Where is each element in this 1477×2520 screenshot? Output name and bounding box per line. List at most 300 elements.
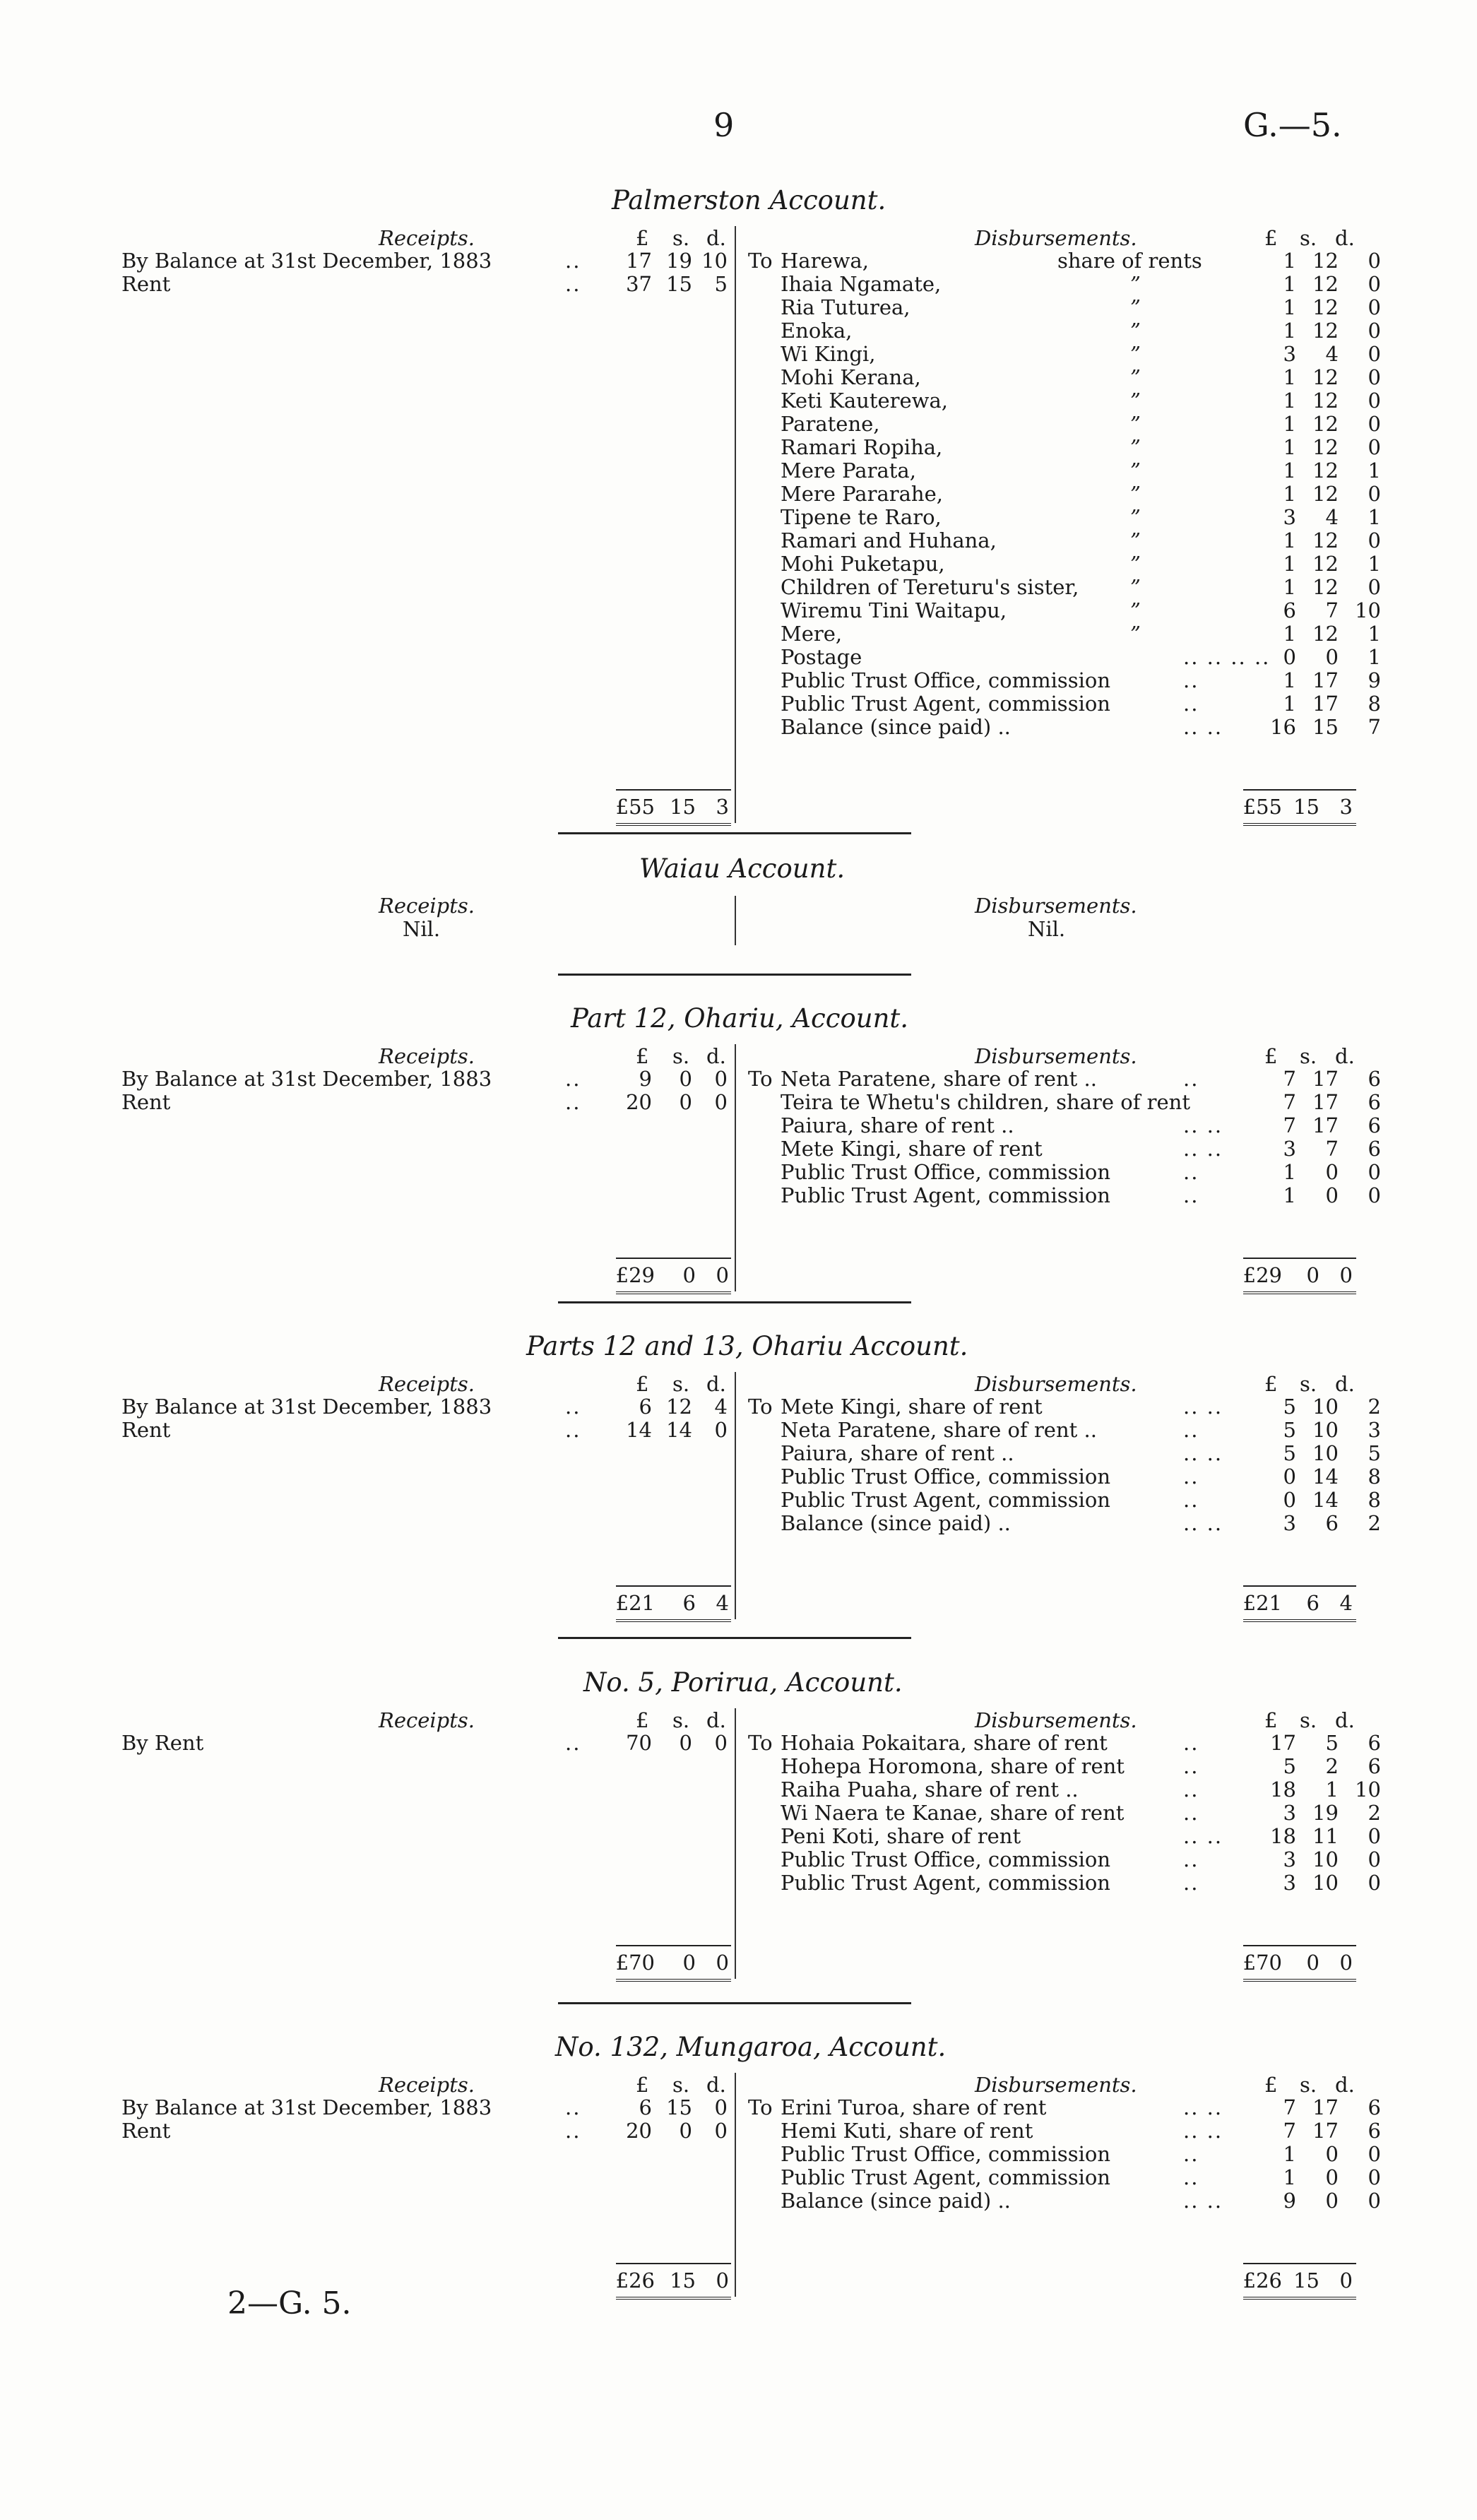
pounds-header: £ <box>636 1044 649 1068</box>
disbursement-row <box>738 552 1381 576</box>
receipts-heading: Receipts. <box>379 1044 475 1068</box>
disbursement-amount <box>1250 692 1384 715</box>
disbursement-amount <box>1250 342 1384 365</box>
disbursement-row <box>738 295 1381 319</box>
amount-pence: 3 <box>1368 1418 1381 1442</box>
amount-pounds: 6 <box>639 2095 652 2119</box>
pounds-header: £ <box>1264 226 1278 250</box>
amount-pounds: 3 <box>1283 1511 1296 1535</box>
amount-pence: 9 <box>1368 668 1381 692</box>
amount-pounds: 5 <box>1283 1418 1296 1442</box>
amount-shillings: 15 <box>1293 795 1319 819</box>
disbursement-label: Tipene te Raro, <box>781 505 942 529</box>
amount-pounds: 1 <box>1283 365 1296 389</box>
leader-dots: .. <box>1183 1488 1199 1512</box>
amount-shillings: 14 <box>666 1418 692 1442</box>
amount-pounds: 1 <box>1283 459 1296 483</box>
amount-pounds: 17 <box>1270 1731 1296 1755</box>
receipts-heading: Receipts. <box>379 226 475 250</box>
shillings-header: s. <box>672 1708 690 1732</box>
pence-header: d. <box>1335 1372 1355 1396</box>
leader-dots: .. <box>565 1418 581 1442</box>
amount-pence: 6 <box>1368 2119 1381 2143</box>
leader-dots: .. <box>1183 1754 1199 1778</box>
disbursement-row <box>738 1137 1381 1161</box>
disbursement-amount <box>1250 1090 1384 1113</box>
disbursement-amount <box>1250 715 1384 738</box>
amount-shillings: 17 <box>1312 2119 1339 2143</box>
amount-pence: 0 <box>714 2095 728 2119</box>
disbursement-amount <box>1250 249 1384 272</box>
leader-dots: .. <box>565 1395 581 1419</box>
account-title: Palmerston Account. <box>612 185 886 215</box>
amount-pence: 3 <box>1339 795 1353 819</box>
amount-shillings: 17 <box>1312 1067 1339 1091</box>
disbursements-total <box>1243 1591 1356 1614</box>
disbursement-amount <box>1250 505 1384 528</box>
total-double-rule <box>1243 1619 1356 1625</box>
amount-pounds: 1 <box>1283 389 1296 413</box>
disbursement-row <box>738 1754 1381 1778</box>
disbursement-row <box>738 272 1381 296</box>
to-prefix: To <box>748 1067 773 1091</box>
amount-pounds: 9 <box>1283 2189 1296 2213</box>
amount-pounds: 1 <box>1283 272 1296 296</box>
shillings-header: s. <box>672 226 690 250</box>
disbursement-amount <box>1250 1395 1384 1418</box>
disbursement-label: Hemi Kuti, share of rent <box>781 2119 1033 2143</box>
amount-shillings: 10 <box>1312 1418 1339 1442</box>
amount-pence: 0 <box>1368 389 1381 413</box>
receipt-label: Rent <box>121 1418 171 1442</box>
leader-dots: .. <box>565 1090 581 1114</box>
disbursement-label: Mete Kingi, share of rent <box>781 1395 1043 1419</box>
disbursement-label: Public Trust Office, commission <box>781 2142 1111 2166</box>
disbursement-amount <box>1250 2095 1384 2119</box>
amount-shillings: 10 <box>1312 1395 1339 1419</box>
amount-pence: 0 <box>1339 1951 1353 1975</box>
leader-dots: .. <box>1183 1160 1199 1184</box>
total-double-rule <box>616 1979 731 1984</box>
amount-pence: 1 <box>1368 552 1381 576</box>
receipt-amount <box>607 2095 731 2119</box>
amount-shillings: 10 <box>1312 1847 1339 1871</box>
amount-shillings: 0 <box>1325 2165 1339 2189</box>
ditto-mark: ” <box>1130 342 1141 366</box>
amount-pence: 0 <box>1368 2142 1381 2166</box>
pence-header: d. <box>706 226 726 250</box>
amount-shillings: 12 <box>1312 249 1339 273</box>
disbursement-label: Mere Parata, <box>781 459 916 483</box>
disbursement-row <box>738 2142 1381 2166</box>
amount-pence: 2 <box>1368 1395 1381 1419</box>
amount-shillings: 0 <box>1325 2189 1339 2213</box>
column-divider <box>735 1708 736 1979</box>
amount-pence: 0 <box>1368 1871 1381 1895</box>
amount-pounds: £21 <box>615 1591 655 1615</box>
receipt-row <box>0 2095 735 2119</box>
amount-shillings: 12 <box>1312 295 1339 319</box>
receipt-amount <box>607 1090 731 1113</box>
disbursements-heading: Disbursements. <box>975 894 1137 918</box>
amount-pence: 0 <box>1368 1160 1381 1184</box>
disbursement-amount <box>1250 1465 1384 1488</box>
amount-pounds: £55 <box>1242 795 1282 819</box>
disbursement-row <box>738 2165 1381 2189</box>
amount-pence: 0 <box>1368 482 1381 506</box>
disbursement-amount <box>1250 645 1384 668</box>
disbursement-label: Postage <box>781 645 862 669</box>
leader-dots: .. <box>1183 1465 1199 1489</box>
amount-pounds: 0 <box>1283 645 1296 669</box>
amount-pence: 0 <box>716 2268 729 2293</box>
disbursements-total <box>1243 1951 1356 1974</box>
amount-pounds: 5 <box>1283 1754 1296 1778</box>
amount-shillings: 5 <box>1325 1731 1339 1755</box>
disbursement-amount <box>1250 1183 1384 1207</box>
disbursements-heading: Disbursements. <box>975 2073 1137 2097</box>
disbursement-amount <box>1250 1441 1384 1465</box>
shillings-header: s. <box>1300 1372 1317 1396</box>
disbursement-label: Enoka, <box>781 319 853 343</box>
disbursement-label: Public Trust Office, commission <box>781 668 1111 692</box>
amount-pence: 2 <box>1368 1511 1381 1535</box>
amount-pounds: 7 <box>1283 1067 1296 1091</box>
amount-pence: 0 <box>1368 2165 1381 2189</box>
amount-shillings: 0 <box>682 1263 696 1287</box>
amount-shillings: 17 <box>1312 2095 1339 2119</box>
total-double-rule <box>1243 1291 1356 1297</box>
disbursement-amount <box>1250 1418 1384 1441</box>
shillings-header: s. <box>672 2073 690 2097</box>
amount-shillings: 14 <box>1312 1465 1339 1489</box>
leader-dots: .. .. <box>1183 1395 1223 1419</box>
disbursement-amount <box>1250 459 1384 482</box>
disbursement-row <box>738 389 1381 413</box>
disbursement-amount <box>1250 1847 1384 1871</box>
leader-dots: .. <box>565 249 581 273</box>
amount-shillings: 17 <box>1312 668 1339 692</box>
amount-pounds: £21 <box>1242 1591 1282 1615</box>
amount-pounds: 1 <box>1283 552 1296 576</box>
receipt-row <box>0 1395 735 1418</box>
amount-pounds: 1 <box>1283 1160 1296 1184</box>
disbursement-row <box>738 1871 1381 1895</box>
disbursement-amount <box>1250 365 1384 389</box>
disbursement-row <box>738 2095 1381 2119</box>
pence-header: d. <box>706 1708 726 1732</box>
amount-shillings: 6 <box>1325 1511 1339 1535</box>
amount-pence: 6 <box>1368 1090 1381 1114</box>
to-prefix: To <box>748 2095 773 2119</box>
amount-shillings: 10 <box>1312 1871 1339 1895</box>
amount-pounds: 1 <box>1283 295 1296 319</box>
section-separator <box>558 1637 911 1639</box>
disbursement-label: Children of Tereturu's sister, <box>781 575 1079 599</box>
column-divider <box>735 226 736 823</box>
pounds-header: £ <box>1264 1708 1278 1732</box>
amount-pounds: 5 <box>1283 1395 1296 1419</box>
amount-shillings: 6 <box>1306 1591 1319 1615</box>
disbursement-amount <box>1250 1511 1384 1534</box>
amount-shillings: 11 <box>1312 1824 1339 1848</box>
disbursement-label: Mohi Kerana, <box>781 365 921 389</box>
ditto-mark: ” <box>1130 482 1141 506</box>
disbursement-label: Public Trust Office, commission <box>781 1465 1111 1489</box>
disbursement-label: Wi Naera te Kanae, share of rent <box>781 1801 1125 1825</box>
disbursement-amount <box>1250 295 1384 319</box>
disbursement-label: Paiura, share of rent .. <box>781 1113 1014 1137</box>
pounds-header: £ <box>636 1372 649 1396</box>
amount-pounds: 1 <box>1283 692 1296 716</box>
ditto-mark: ” <box>1130 598 1141 622</box>
total-rule <box>1243 1258 1356 1259</box>
total-rule <box>616 789 731 791</box>
amount-shillings: 12 <box>1312 272 1339 296</box>
receipt-row <box>0 272 735 295</box>
leader-dots: .. <box>565 1067 581 1091</box>
account-title: Waiau Account. <box>639 853 846 884</box>
disbursement-row <box>738 412 1381 436</box>
amount-shillings: 0 <box>679 1731 692 1755</box>
amount-pounds: 1 <box>1283 668 1296 692</box>
amount-pounds: 14 <box>626 1418 652 1442</box>
ditto-mark: ” <box>1130 528 1141 552</box>
amount-pounds: 3 <box>1283 505 1296 529</box>
disbursement-amount <box>1250 1754 1384 1777</box>
leader-dots: .. <box>565 1731 581 1755</box>
receipts-total <box>616 795 732 818</box>
total-double-rule <box>1243 1979 1356 1984</box>
amount-pounds: 18 <box>1270 1824 1296 1848</box>
amount-shillings: 15 <box>670 795 696 819</box>
disbursement-label: Ramari Ropiha, <box>781 435 943 459</box>
page-reference: G.—5. <box>1243 106 1342 144</box>
amount-pence: 0 <box>714 1731 728 1755</box>
account-title: No. 5, Porirua, Account. <box>583 1667 903 1698</box>
receipts-heading: Receipts. <box>379 894 475 918</box>
receipts-total <box>616 2268 732 2292</box>
leader-dots: .. <box>1183 1183 1199 1207</box>
amount-pounds: 0 <box>1283 1488 1296 1512</box>
pence-header: d. <box>1335 1044 1355 1068</box>
leader-dots: .. <box>1183 1067 1199 1091</box>
amount-pence: 8 <box>1368 1465 1381 1489</box>
amount-pounds: 1 <box>1283 435 1296 459</box>
disbursement-amount <box>1250 2165 1384 2189</box>
leader-dots: .. <box>1183 2165 1199 2189</box>
amount-shillings: 1 <box>1325 1777 1339 1802</box>
amount-pounds: 1 <box>1283 319 1296 343</box>
amount-pence: 0 <box>1368 435 1381 459</box>
amount-pence: 0 <box>1368 365 1381 389</box>
page-number: 9 <box>713 106 735 144</box>
amount-pounds: 17 <box>626 249 652 273</box>
receipt-amount <box>607 1731 731 1754</box>
receipts-total <box>616 1951 732 1974</box>
amount-pounds: £55 <box>615 795 655 819</box>
amount-pence: 6 <box>1368 1113 1381 1137</box>
amount-pounds: 3 <box>1283 1137 1296 1161</box>
amount-shillings: 12 <box>1312 575 1339 599</box>
disbursement-amount <box>1250 1801 1384 1824</box>
disbursement-amount <box>1250 1160 1384 1183</box>
shillings-header: s. <box>1300 1044 1317 1068</box>
disbursement-amount <box>1250 552 1384 575</box>
disbursement-row <box>738 1090 1381 1114</box>
ditto-mark: ” <box>1130 575 1141 599</box>
amount-shillings: 12 <box>1312 459 1339 483</box>
disbursement-row <box>738 1777 1381 1802</box>
leader-dots: .. .. <box>1183 1824 1223 1848</box>
amount-pence: 0 <box>1368 1183 1381 1207</box>
disbursement-amount <box>1250 1777 1384 1801</box>
leader-dots: .. <box>1183 2142 1199 2166</box>
amount-pounds: 7 <box>1283 2095 1296 2119</box>
column-divider <box>735 896 736 945</box>
disbursement-label: Keti Kauterewa, <box>781 389 948 413</box>
disbursement-amount <box>1250 2119 1384 2142</box>
disbursement-label: Balance (since paid) .. <box>781 715 1011 739</box>
to-prefix: To <box>748 1395 773 1419</box>
amount-pence: 1 <box>1368 459 1381 483</box>
amount-pounds: 70 <box>626 1731 652 1755</box>
receipt-label: By Balance at 31st December, 1883 <box>121 1395 492 1419</box>
ditto-mark: ” <box>1130 505 1141 529</box>
ditto-mark: ” <box>1130 412 1141 436</box>
disbursement-amount <box>1250 2142 1384 2165</box>
pence-header: d. <box>706 2073 726 2097</box>
receipt-amount <box>607 1395 731 1418</box>
disbursement-label: Ramari and Huhana, <box>781 528 997 552</box>
amount-pence: 0 <box>1368 319 1381 343</box>
disbursement-label: Peni Koti, share of rent <box>781 1824 1021 1848</box>
amount-shillings: 0 <box>1325 1160 1339 1184</box>
ditto-mark: ” <box>1130 319 1141 343</box>
receipt-row <box>0 1090 735 1113</box>
amount-pounds: £29 <box>615 1263 655 1287</box>
disbursement-row <box>738 1441 1381 1465</box>
disbursement-label: Neta Paratene, share of rent .. <box>781 1067 1097 1091</box>
amount-pounds: 7 <box>1283 1090 1296 1114</box>
column-divider <box>735 1044 736 1291</box>
receipts-nil: Nil. <box>403 917 441 941</box>
disbursement-amount <box>1250 668 1384 692</box>
disbursement-amount <box>1250 1824 1384 1847</box>
amount-shillings: 4 <box>1325 505 1339 529</box>
amount-pence: 0 <box>1368 412 1381 436</box>
amount-shillings: 0 <box>1325 2142 1339 2166</box>
receipt-label: By Balance at 31st December, 1883 <box>121 2095 492 2119</box>
amount-pounds: 3 <box>1283 1801 1296 1825</box>
disbursement-amount <box>1250 2189 1384 2212</box>
leader-dots: .. <box>1183 668 1199 692</box>
leader-dots: .. <box>1183 692 1199 716</box>
disbursement-label: Balance (since paid) .. <box>781 1511 1011 1535</box>
amount-shillings: 10 <box>1312 1441 1339 1465</box>
receipts-heading: Receipts. <box>379 2073 475 2097</box>
disbursement-label: Mere, <box>781 622 843 646</box>
leader-dots: .. <box>1183 1731 1199 1755</box>
disbursement-row <box>738 692 1381 716</box>
ditto-mark: ” <box>1130 389 1141 413</box>
disbursements-heading: Disbursements. <box>975 1372 1137 1396</box>
pence-header: d. <box>706 1372 726 1396</box>
total-double-rule <box>616 2297 731 2302</box>
amount-shillings: 15 <box>670 2268 696 2293</box>
amount-pence: 5 <box>714 272 728 296</box>
amount-pounds: 20 <box>626 1090 652 1114</box>
amount-shillings: 0 <box>682 1951 696 1975</box>
amount-shillings: 12 <box>666 1395 692 1419</box>
disbursement-amount <box>1250 1113 1384 1137</box>
pence-header: d. <box>706 1044 726 1068</box>
leader-dots: .. .. .. .. <box>1183 645 1271 669</box>
disbursement-row <box>738 1465 1381 1489</box>
amount-pounds: 0 <box>1283 1465 1296 1489</box>
ditto-mark: ” <box>1130 435 1141 459</box>
amount-pence: 0 <box>1368 272 1381 296</box>
total-double-rule <box>616 823 731 829</box>
disbursement-row <box>738 1511 1381 1535</box>
amount-pence: 6 <box>1368 1754 1381 1778</box>
amount-pence: 0 <box>1368 1847 1381 1871</box>
account-title: Part 12, Ohariu, Account. <box>571 1003 909 1034</box>
leader-dots: .. <box>1183 1847 1199 1871</box>
amount-shillings: 12 <box>1312 365 1339 389</box>
receipt-amount <box>607 2119 731 2142</box>
pence-header: d. <box>1335 1708 1355 1732</box>
disbursement-row <box>738 459 1381 483</box>
total-rule <box>1243 1585 1356 1587</box>
ditto-mark: ” <box>1130 552 1141 576</box>
amount-pence: 10 <box>1355 1777 1381 1802</box>
amount-pence: 0 <box>1339 2268 1353 2293</box>
receipt-row <box>0 1731 735 1754</box>
section-separator <box>558 974 911 976</box>
pounds-header: £ <box>1264 1372 1278 1396</box>
shillings-header: s. <box>672 1372 690 1396</box>
disbursement-row <box>738 622 1381 646</box>
amount-pence: 6 <box>1368 1067 1381 1091</box>
column-divider <box>735 2073 736 2297</box>
disbursement-amount <box>1250 598 1384 622</box>
leader-dots: .. .. <box>1183 1113 1223 1137</box>
leader-dots: .. .. <box>1183 2095 1223 2119</box>
leader-dots: .. <box>565 2095 581 2119</box>
amount-pence: 0 <box>714 1067 728 1091</box>
disbursement-amount <box>1250 1488 1384 1511</box>
amount-shillings: 12 <box>1312 412 1339 436</box>
total-rule <box>616 1258 731 1259</box>
amount-pounds: 1 <box>1283 412 1296 436</box>
disbursement-row <box>738 645 1381 669</box>
amount-pounds: £29 <box>1242 1263 1282 1287</box>
section-separator <box>558 2002 911 2004</box>
disbursement-row <box>738 575 1381 599</box>
amount-pounds: 9 <box>639 1067 652 1091</box>
amount-shillings: 0 <box>679 1067 692 1091</box>
ditto-mark: ” <box>1130 272 1141 296</box>
amount-shillings: 12 <box>1312 528 1339 552</box>
column-divider <box>735 1372 736 1619</box>
amount-pounds: 18 <box>1270 1777 1296 1802</box>
disbursement-row <box>738 715 1381 739</box>
receipt-label: Rent <box>121 272 171 296</box>
ditto-mark: ” <box>1130 459 1141 483</box>
section-separator <box>558 832 911 834</box>
amount-shillings: 7 <box>1325 598 1339 622</box>
